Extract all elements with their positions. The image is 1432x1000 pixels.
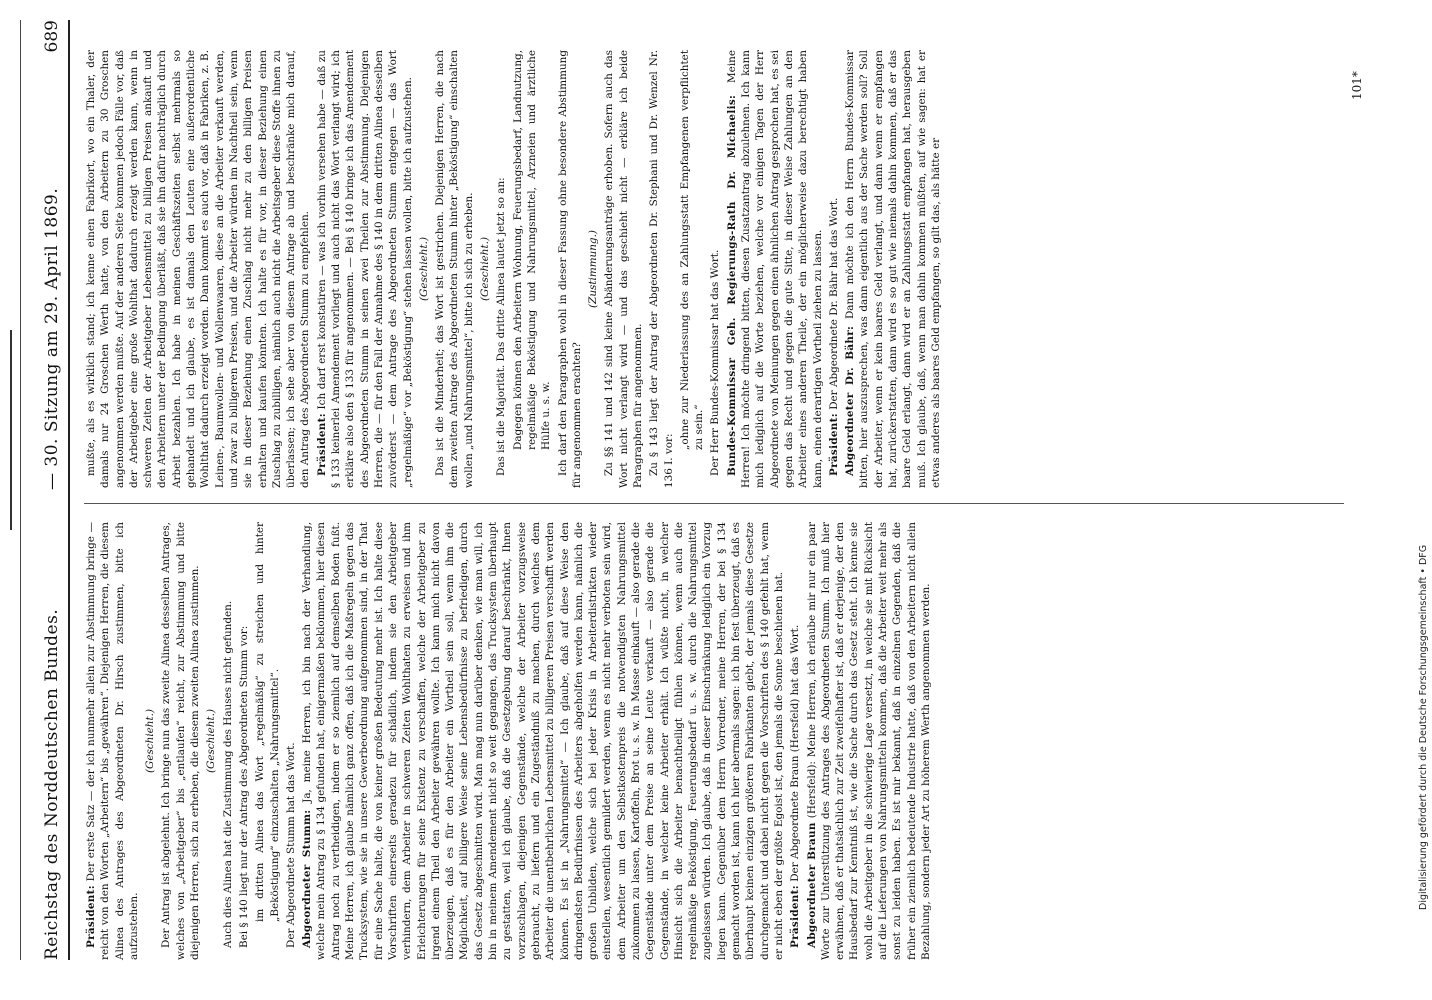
paragraph	[315, 50, 415, 488]
quoted-amendment: „ohne zur Niederlassung des an Zahlungsstatt Empfangenen verpflichtet zu sein.“	[678, 50, 706, 450]
paragraph-text: Ich darf erst konstatiren — was ich vorhin versehen habe — daß zu § 133 keinerlei Amendement vorliegt und auch nicht das Wort verlangt wird; ich erkläre also den § 133 für angenommen. — Bei § 140 bringe ich das Amendement des Abgeordneten Stumm in seinen zwei Theilen zur Abstimmung. Diejenigen Herren, die — für den Fall der Annahme des § 140 in dem dritten Alinea desselben zuvörderst — dem Antrage des Abgeordneten Stumm entgegen — das Wort „regelmäßige“ vor „Beköstigung“ stehen lassen wollen, bitte ich aufzustehen.	[315, 50, 414, 488]
paragraph-text: Ich darf den Paragraphen wohl in dieser Fassung ohne besondere Abstimmung für angenommen erachten?	[556, 50, 583, 488]
paragraph-text: (Hersfeld): Meine Herren, ich erlaube mir nur ein paar Worte zur Unterstützung des Antrages des Abgeordneten Stumm. Ich muß hier erwähnen, daß er thatsächlich zur Zeit zweifelhafter ist, daß er derjenige, der den Hausbedarf zur Kenntniß ist, wie die Sache durch das Gesetz steht. Ich kenne sie wohl die Arbeitgeber in die schwierige Lage versetzt, in welche sie mit Rücksicht auf die Lieferungen von Nahrungsmitteln kommen, daß die Arbeiter weit mehr als sonst zu leiden haben. Es ist mir bekannt, daß in einzelnen Gegenden, daß die früher ein ziemlich bedeutende Industrie hatte, daß von den Arbeitern nicht allein Bezahlung, sondern jeder Art zu höherem Werth angenommen werden.	[805, 521, 932, 960]
paragraph	[284, 522, 298, 960]
paragraph	[494, 50, 508, 488]
speaker-name: Präsident:	[315, 413, 328, 476]
stage-direction: (Zustimmung.)	[587, 230, 600, 308]
paragraph	[300, 522, 786, 960]
paragraph-text: Der erste Satz — der ich nunmehr allein zur Abstimmung bringe — reicht von den Worten „Arbeitern“ bis „gewähren“. Diejenigen Herren, die diesem Alinea des Antrages des Abgeordneten Dr. Hirsch zustimmen, bitte ich aufzustehen.	[85, 522, 140, 960]
paragraph-text: Ja, meine Herren, ich bin nach der Verhandlung, welche mein Antrag zu § 134 gefunden hat, einigermaßen beklommen, hier diesen Antrag noch zu vertheidigen, indem er so ziemlich auf demselben Boden fußt. Meine Herren, ich glaube nämlich ganz offen, daß ich die Maßregeln gegen das Trucksystem, wie sie in unsere Gewerbeordnung aufgenommen sind, in der That für eine Sache halte, die von keiner großen Bedeutung mehr ist. Ich halte diese Vorschriften einerseits geradezu für schädlich, indem sie den Arbeitgeber verhindern, dem Arbeiter in schweren Zeiten Wohlthaten zu erweisen und ihm Erleichterungen für seine Existenz zu verschaffen, welche der Arbeitgeber zu irgend einem Theil den Arbeiter gewähren wollte. Ich kann mich nicht davon überzeugen, daß es für den Arbeiter ein Vortheil sein soll, wenn ihm die Möglichkeit, auf billigere Weise seine Lebensbedürfnisse zu befriedigen, durch das Gesetz abgeschnitten wird. Man mag nun darüber denken, wie man will, ich bin in meinem Amendement nicht so weit gegangen, das Trucksystem überhaupt zu gestatten, weil ich glaube, daß die Gesetzgebung darauf beschränkt, Ihnen vorzuschlagen, diejenigen Gegenstände, welche der Arbeiter vorzugsweise gebraucht, zu liefern und ein Zugeständniß zu machen, durch welches dem Arbeiter die unentbehrlichen Lebensmittel zu billigeren Preisen verschafft werden können. Es ist in „Nahrungsmittel“ — Ich glaube, daß auf diese Weise den dringendsten Bedürfnissen des Arbeiters abgeholfen werden kann, nämlich die großen Unbilden, welche sich bei jeder Krisis in Arbeiterdistrikten wieder einstellen, wesentlich gemildert werden, wenn es nicht mehr verboten sein wird, dem Arbeiter um den Selbstkostenpreis die notwendigsten Nahrungsmittel zukommen zu lassen, Kartoffeln, Brot u. s. w. In Masse einkauft — also gerade die Gegenstände unter dem Preise an seine Leute verkauft — also gerade die Gegenstände, in welcher keine Arbeiter erhält. Ich wüßte nicht, in welcher Hinsicht sich die Arbeiter benachtheiligt fühlen können, wenn auch die regelmäßige Beköstigung, Feuerungsbedarf u. s. w. durch die Nahrungsmittel zugelassen würden. Ich glaube, daß in dieser Einschränkung lediglich ein Vorzug liegen kann. Gegenüber dem Herrn Vorredner, meine Herren, der bei § 134 gemacht worden ist, kann ich hier abermals sagen: ich bin fest überzeugt, daß es überhaupt keinen einzigen größeren Fabrikanten giebt, der jemals diese Gesetze durchgemacht und dabei nicht gegen die Vorschriften des § 140 gefehlt hat, wenn er nicht eben der größte Egoist ist, den jemals die Sonne beschienen hat.	[301, 522, 785, 960]
paragraph	[725, 50, 825, 488]
paragraph-text: Dann möchte ich den Herrn Bundes-Kommissar bitten, hier auszusprechen, was dann eigentlich aus der Sache werden soll? Soll der Arbeiter, wenn er kein baares Geld verlangt, und dann wenn er empfangen hat, zurückerstatten, dann wird es so gut wie niemals dahin kommen, daß er das baare Geld erlangt, dann wird er an Zahlungsstatt empfangen hat, herausgeben muß. Ich glaube, daß, wenn man dahin kommen müßten, auf wie sagen: hat er etwas anderes als baares Geld empfangen, so gilt das, als hätte er	[844, 49, 942, 488]
paragraph-text: Meine Herren! Ich möchte dringend bitten, diesen Zusatzantrag abzulehnen. Ich kann mich lediglich auf die Worte beziehen, welche vor einigen Tagen der Herr Abgeordnete von Meinungen gegen einen ähnlichen Antrag gesprochen hat, es sei gegen das Recht und gegen die gute Sitte, in dieser Weise Zahlungen an den Arbeiter eines anderen Theile, der ein möglicherweise dazu berechtigt haben kann, einen derartigen Vortheil ziehen zu lassen.	[725, 50, 824, 488]
left-text-column	[84, 522, 935, 960]
dfg-sidebar-note: Digitalisierung gefördert durch die Deutsche Forschungsgemeinschaft • DFG	[1418, 544, 1429, 910]
paragraph	[84, 50, 313, 488]
speaker-name: Präsident:	[827, 413, 840, 476]
paragraph	[221, 522, 235, 960]
paragraph	[708, 50, 722, 488]
paragraph-text: Der Abgeordnete Stumm hat das Wort.	[284, 742, 297, 948]
header-title-right: — 30. Sitzung am 29. April 1869.	[42, 187, 62, 490]
paragraph-text: Zu §§ 141 und 142 sind keine Abänderungsanträge erhoben. Sofern auch das Wort nicht verlangt wird — und das geschieht nicht — erkläre ich beide Paragraphen für angenommen.	[603, 50, 644, 488]
page-header	[28, 20, 70, 960]
paragraph	[602, 50, 645, 488]
column-divider	[84, 503, 1344, 504]
header-title-left: Reichstag des Norddeutschen Bundes.	[42, 608, 62, 960]
speaker-name: Präsident:	[789, 885, 802, 948]
paragraph-text: Der Herr Bundes-Kommissar hat das Wort.	[709, 249, 722, 476]
paragraph-text: Der Abgeordnete Dr. Bähr hat das Wort.	[827, 197, 840, 414]
paragraph	[556, 50, 585, 488]
paragraph	[805, 522, 934, 960]
quoted-amendment: Dagegen können den Arbeitern Wohnung, Feuerungsbedarf, Landnutzung, regelmäßige Beköstigung und Nahrungsmittel, Arzneien und ärztliche Hülfe u. s. w.	[511, 50, 553, 450]
scan-edge-mark	[10, 330, 22, 530]
signature-mark: 101*	[1350, 71, 1364, 100]
quoted-amendment: im dritten Alinea das Wort „regelmäßig“ zu streichen und hinter „Beköstigung“ einzuschalten „Nahrungsmittel“.	[254, 522, 281, 922]
stage-direction: (Geschieht.)	[205, 708, 218, 774]
paragraph-text: Das ist die Minderheit; das Wort ist gestrichen. Diejenigen Herren, die nach dem zweiten Antrage des Abgeordneten Stumm hinter „Beköstigung“ einschalten wollen „und Nahrungsmittel“, bitte ich sich zu erheben.	[434, 50, 475, 488]
paragraph	[237, 522, 251, 960]
paragraph-text: Bei § 140 liegt nur der Antrag des Abgeordneten Stumm vor:	[237, 625, 250, 948]
paragraph-text: Zu § 143 liegt der Antrag der Abgeordneten Dr. Stephani und Dr. Wenzel Nr. 136 I. vor:	[648, 50, 675, 488]
paragraph	[843, 50, 943, 488]
paragraph	[647, 50, 676, 488]
stage-direction: (Geschieht.)	[144, 708, 157, 774]
right-text-column	[84, 50, 945, 488]
paragraph-text: Der Antrag ist abgelehnt. Ich bringe nun das zweite Alinea desselben Antrages, welches von „Arbeitgeber“ bis „entlaufen“ reicht, zur Abstimmung und bitte diejenigen Herren, sich zu erheben, die diesem zweiten Alinea zustimmen.	[160, 522, 202, 960]
paragraph-text: Das ist die Majorität. Das dritte Alinea lautet jetzt so an:	[495, 177, 508, 476]
stage-direction: (Geschieht.)	[479, 236, 492, 302]
paragraph	[84, 522, 141, 960]
speaker-name: Abgeordneter Dr. Bähr:	[844, 325, 857, 476]
paragraph-text: Der Abgeordnete Braun (Hersfeld) hat das Wort.	[789, 624, 802, 886]
stage-direction: (Geschieht.)	[417, 236, 430, 302]
paragraph	[827, 50, 841, 488]
speaker-name: Präsident:	[85, 885, 97, 948]
speaker-name: Bundes-Kommissar Geh. Regierungs-Rath Dr. Michaelis:	[725, 94, 738, 476]
paragraph-text: mußte, als es wirklich stand; ich kenne einen Fabrikort, wo ein Thaler, der damals nur 24 Groschen Werth hatte, von den Arbeitern zu 30 Groschen angenommen werden mußte. Auf der anderen Seite kommen jedoch Fälle vor, daß der Arbeitgeber eine große Wohlthat dadurch erzeigt werden kann, wenn in schweren Zeiten der Arbeitgeber Lebensmittel zu billigen Preisen ankauft und den Arbeitern unter der Bedingung überläßt, daß sie ihn dafür nachträglich durch Arbeit bezahlen. Ich habe in meinen Geschäftszeiten selbst mehrmals so gehandelt und ich glaube, es ist damals den Leuten eine außerordentliche Wohlthat dadurch erzeigt worden. Dann kommt es auch vor, daß in Fabriken, z. B. Leinen-, Baumwollen- und Wollenwaaren, diese an die Arbeiter verkauft werden, und zwar zu billigeren Preisen, und die Arbeiter würden im Nachtheil sein, wenn sie in dieser Beziehung einen Zuschlag nicht mehr zu den billigen Preisen erhalten und kaufen könnten. Ich halte es für vor, in dieser Beziehung einen Zuschlag zu zubilligen, nämlich auch nicht die Arbeitsgeber diese Stoffe ihnen zu überlassen; ich sehe aber von diesem Antrage ab und beschränke mich darauf, den Antrag des Abgeordneten Stumm zu empfehlen.	[85, 50, 312, 488]
speaker-name: Abgeordneter Stumm:	[301, 809, 314, 948]
paragraph	[433, 50, 476, 488]
paragraph	[788, 522, 802, 960]
paragraph-text: Auch dies Alinea hat die Zustimmung des Hauses nicht gefunden.	[221, 600, 234, 948]
paragraph	[159, 522, 202, 960]
page-number: 689	[42, 20, 62, 53]
speaker-name: Abgeordneter Braun	[805, 822, 818, 948]
